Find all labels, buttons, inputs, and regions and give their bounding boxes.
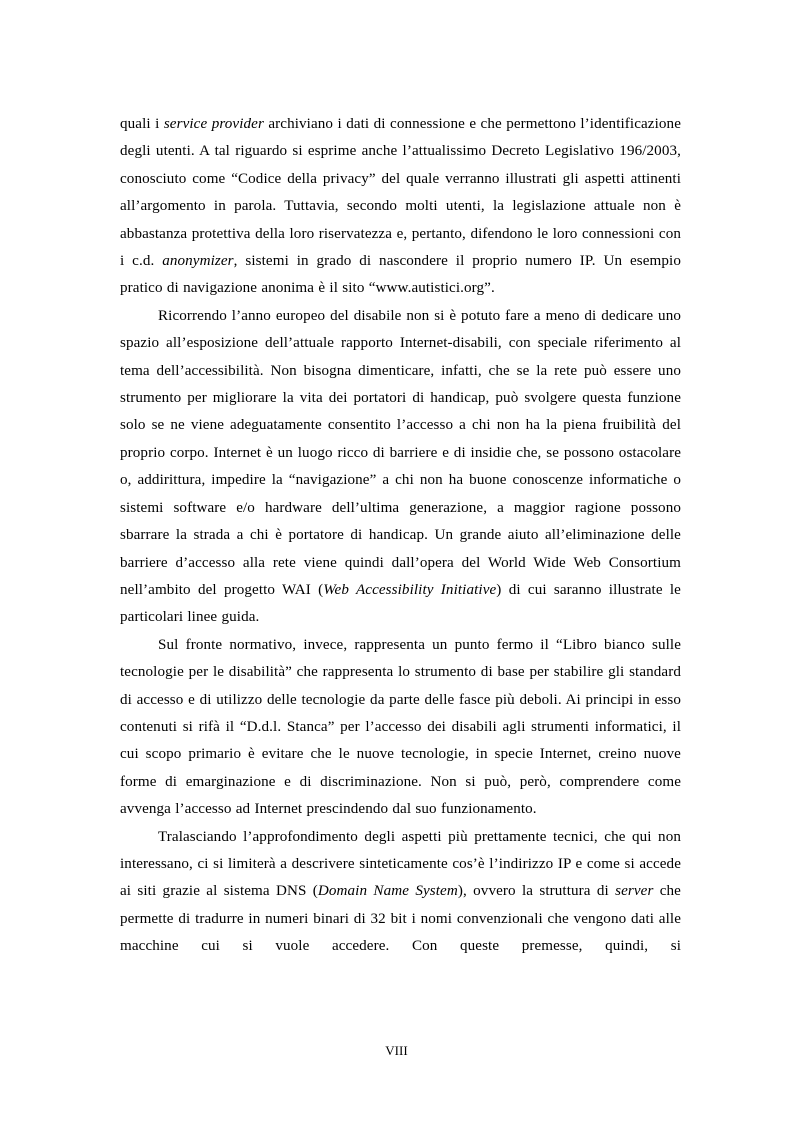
p2-run-2-italic: Web Accessibility Initiative — [323, 581, 497, 598]
p1-run-4-italic: anonymizer — [162, 253, 234, 270]
paragraph-4 — [120, 824, 681, 961]
p1-run-2-italic: service provider — [163, 116, 264, 132]
p4-run-2-italic: Domain Name System — [317, 883, 458, 900]
p4-run-3: ), ovvero la struttura di — [457, 883, 616, 900]
p2-run-1: Ricorrendo l’anno europeo del disabile non si è potuto fare a meno di dedicare uno spazio all’esposizione dell’attuale rapporto Internet-disabili, con speciale riferimento al tema dell’accessibilità. Non bisogna dimenticare, infatti, che se la rete può essere uno strumento per migliorare la vita dei portatori di handicap, può svolgere questa funzione solo se ne viene adeguatamente consentito l’accesso a chi non ha la piena fruibilità del proprio corpo. Internet è un luogo ricco di barriere e di insidie che, se possono ostacolare o, addirittura, impedire la “navigazione” a chi non ha buone conoscenze informatiche o sistemi software e/o hardware dell’ultima generazione, a maggior ragione possono sbarrare la strada a chi è portatore di handicap. Un grande aiuto all’eliminazione delle barriere d’accesso alla rete viene quindi dall’opera del World Wide Web Consortium nell’ambito del progetto WAI ( — [120, 307, 681, 598]
p4-run-4-italic: server — [615, 883, 654, 900]
p2-run-3: ) di cui saranno illustrate le particolari linee guida. — [120, 581, 681, 626]
p3-run-1: Sul fronte normativo, invece, rappresenta un punto fermo il “Libro bianco sulle tecnologie per le disabilità” che rappresenta lo strumento di base per stabilire gli standard di accesso e di utilizzo delle tecnologie da parte delle fasce più deboli. Ai principi in esso contenuti si rifà il “D.d.l. Stanca” per l’accesso dei disabili agli strumenti informatici, il cui scopo primario è evitare che le nuove tecnologie, in specie Internet, creino nuove forme di emarginazione e di discriminazione. Non si può, però, comprendere come avvenga l’accesso ad Internet prescindendo dal suo funzionamento. — [120, 636, 681, 818]
p4-run-1: Tralasciando l’approfondimento degli aspetti più prettamente tecnici, che qui non interessano, ci si limiterà a descrivere sinteticamente cos’è l’indirizzo IP e come si accede ai siti grazie al sistema DNS ( — [120, 828, 681, 900]
paragraph-2 — [120, 303, 681, 632]
p1-run-3: archiviano i dati di connessione e che permettono l’identificazione degli utenti. A tal riguardo si esprime anche l’attualissimo Decreto Legislativo 196/2003, conosciuto come “Codice della privacy” del quale verranno illustrati gli aspetti attinenti all’argomento in parola. Tuttavia, secondo molti utenti, la legislazione attuale non è abbastanza protettiva della loro riservatezza e, pertanto, difendono le loro connessioni con i c.d. — [120, 116, 681, 270]
page-number: VIII — [385, 1043, 408, 1058]
paragraph-3 — [120, 632, 681, 824]
p1-run-1: quali i — [120, 116, 164, 132]
paragraph-1 — [120, 111, 681, 303]
p1-run-5: , sistemi in grado di nascondere il proprio numero IP. Un esempio pratico di navigazione anonima è il sito “www.autistici.org”. — [120, 253, 681, 297]
p4-run-5: che permette di tradurre in numeri binari di 32 bit i nomi convenzionali che vengono dati alle macchine cui si vuole accedere. Con queste premesse, quindi, si — [120, 883, 681, 955]
body-text — [120, 111, 681, 961]
